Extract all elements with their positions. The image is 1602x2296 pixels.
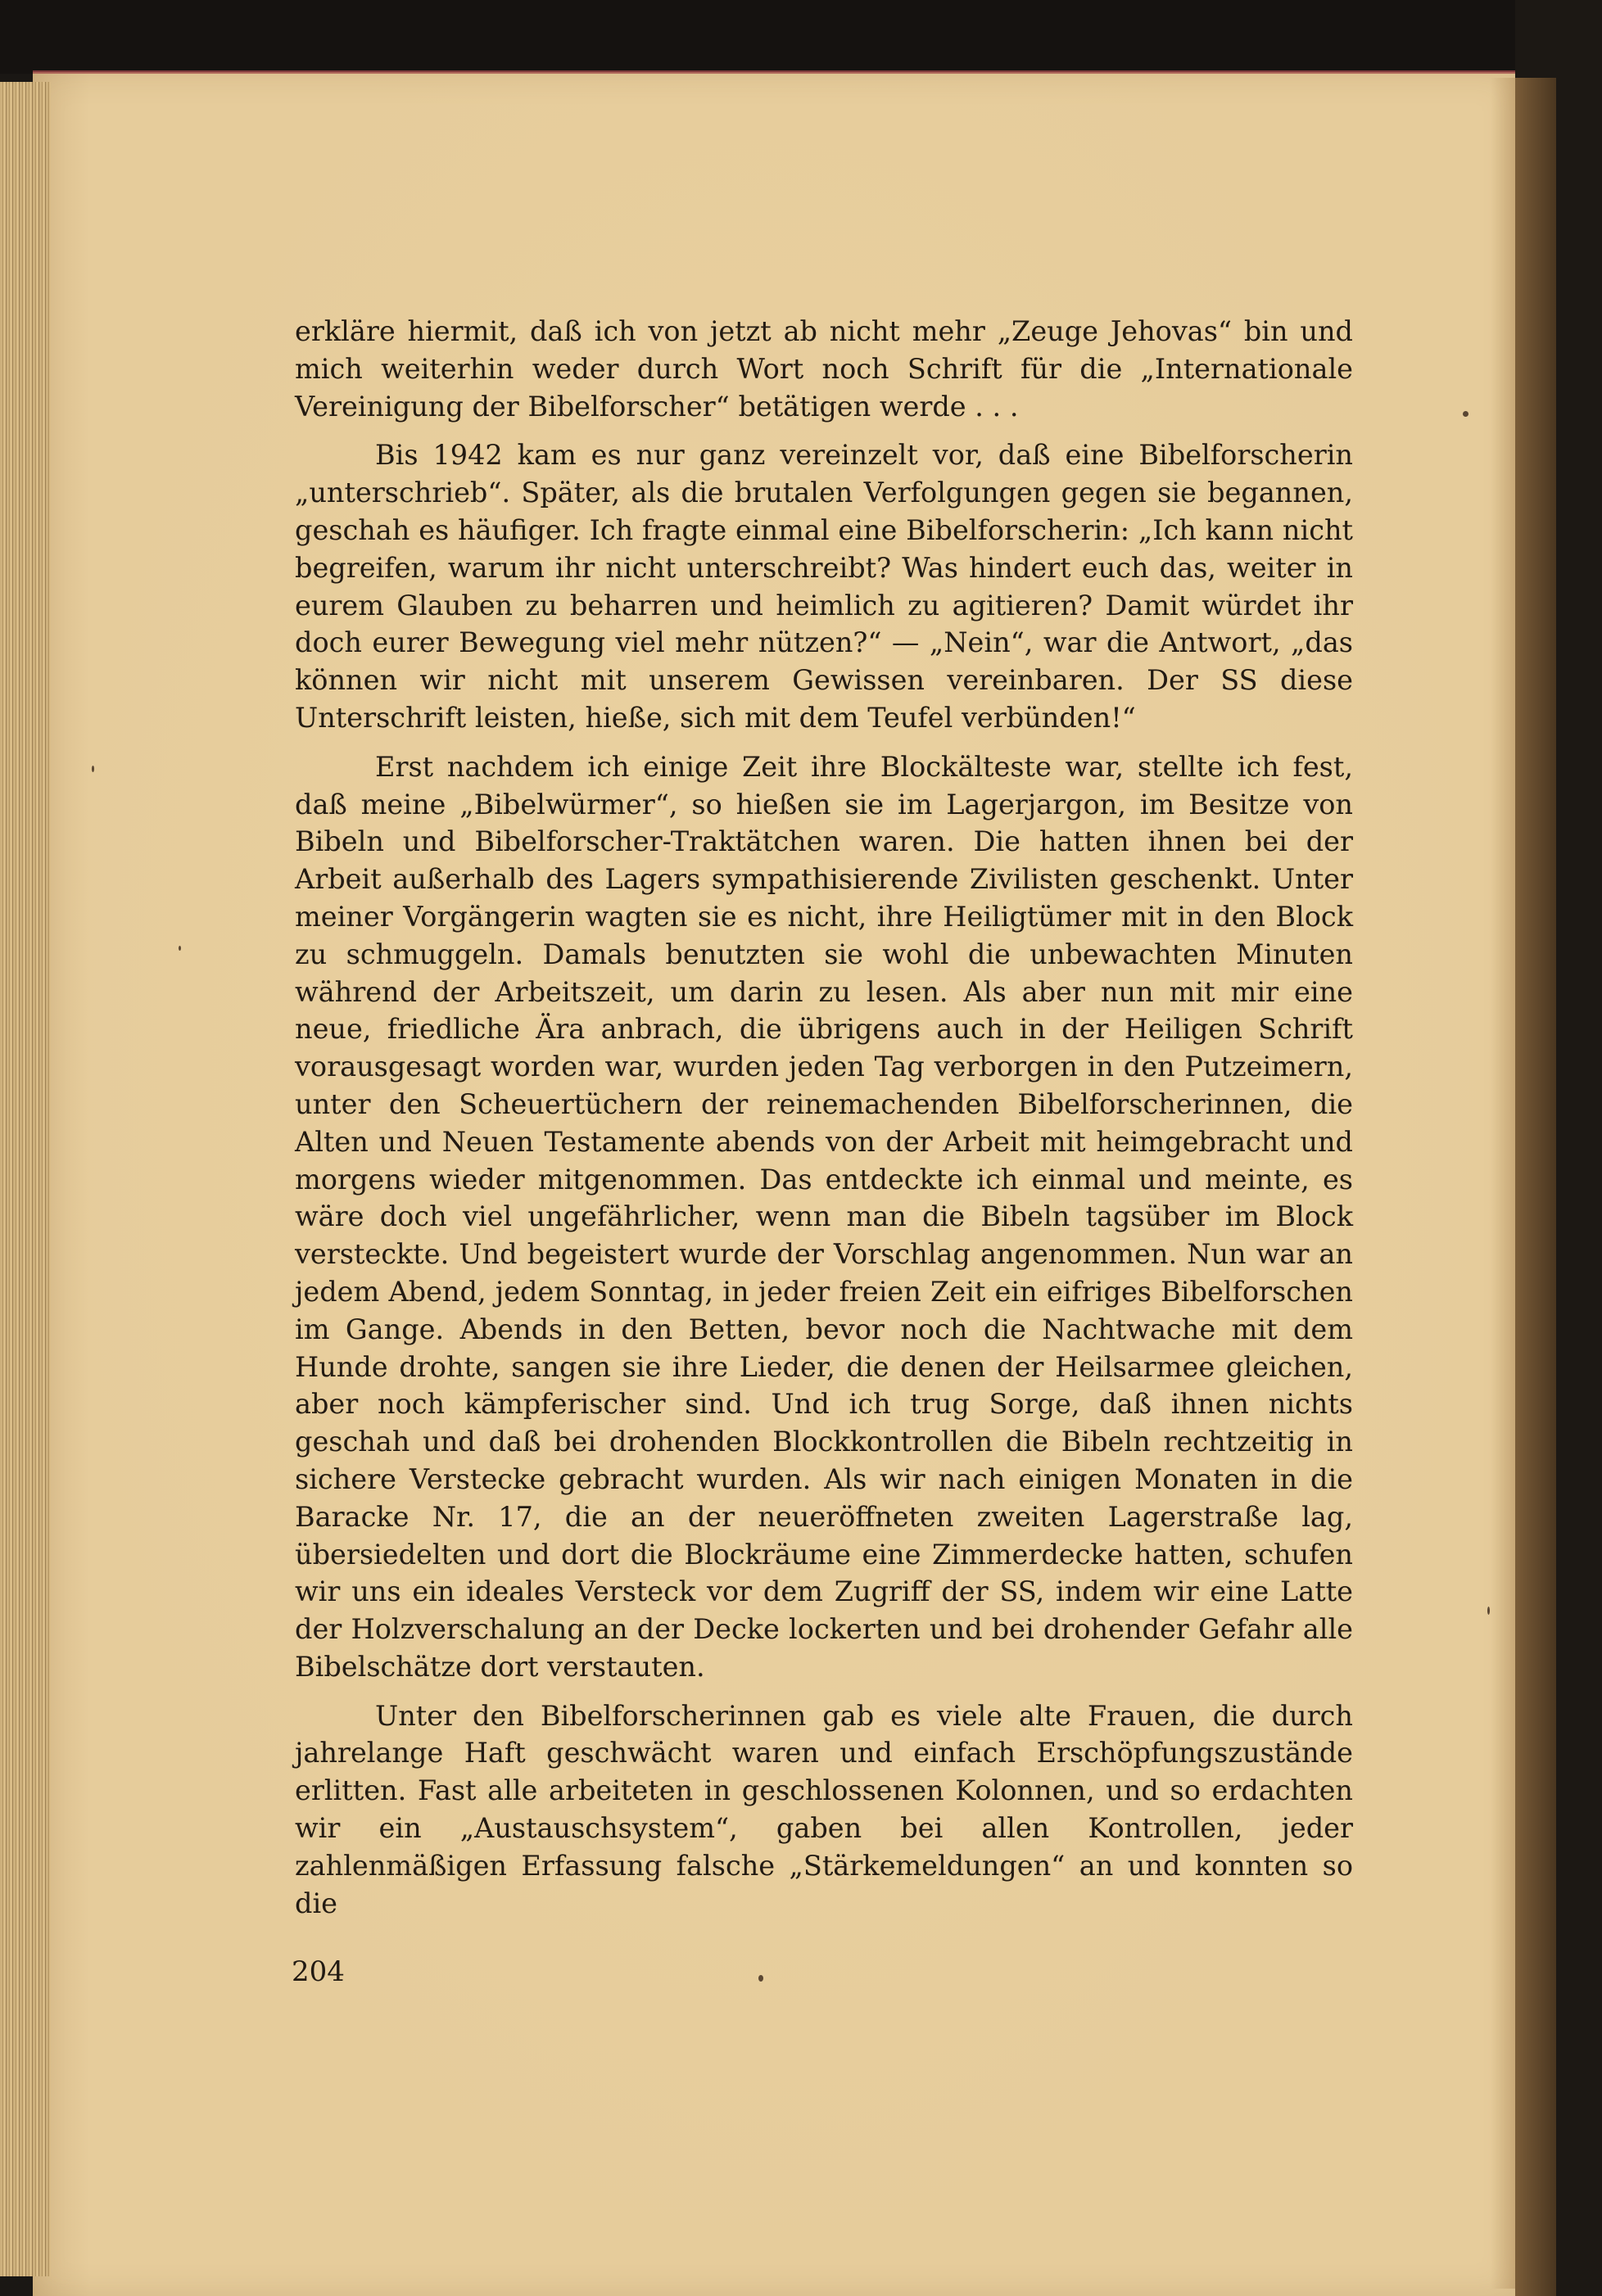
paper-speck [92, 766, 94, 772]
page-top-red-edge [33, 70, 1515, 74]
paper-speck [1463, 411, 1468, 417]
body-text [295, 313, 1353, 1922]
paragraph-2: Bis 1942 kam es nur ganz vereinzelt vor, daß eine Bibelforscherin „unterschrieb“. Später, als die brutalen Verfolgungen gegen sie begannen, geschah es häufiger. Ich fragte einmal eine Bibelforscherin: „Ich kann nicht begreifen, warum ihr nicht unterschreibt? Was hindert euch das, weiter in eurem Glauben zu beharren und heimlich zu agitieren? Damit würdet ihr doch eurer Bewegung viel mehr nützen?“ — „Nein“, war die Antwort, „das können wir nicht mit unserem Gewissen vereinbaren. Der SS diese Unterschrift leisten, hieße, sich mit dem Teufel verbünden!“ [295, 439, 1353, 734]
paragraph-4: Unter den Bibelforscherinnen gab es viele alte Frauen, die durch jahrelange Haft geschwächt waren und einfach Erschöpfungszustände erlitten. Fast alle arbeiteten in geschlossenen Kolonnen, und so erdachten wir ein „Austauschsystem“, gaben bei allen Kontrollen, jeder zahlenmäßigen Erfassung falsche „Stärkemeldungen“ an und konnten so die [295, 1699, 1353, 1919]
paragraph-3: Erst nachdem ich einige Zeit ihre Blockälteste war, stellte ich fest, daß meine „Bibelwürmer“, so hießen sie im Lagerjargon, im Besitze von Bibeln und Bibelforscher-Traktätchen waren. Die hatten ihnen bei der Arbeit außerhalb des Lagers sympathisierende Zivilisten geschenkt. Unter meiner Vorgängerin wagten sie es nicht, ihre Heiligtümer mit in den Block zu schmuggeln. Damals benutzten sie wohl die unbewachten Minuten während der Arbeitszeit, um darin zu lesen. Als aber nun mit mir eine neue, friedliche Ära anbrach, die übrigens auch in der Heiligen Schrift vorausgesagt worden war, wurden jeden Tag verborgen in den Putzeimern, unter den Scheuertüchern der reinemachenden Bibelforscherinnen, die Alten und Neuen Testamente abends von der Arbeit mit heimgebracht und morgens wieder mitgenommen. Das entdeckte ich einmal und meinte, es wäre doch viel ungefährlicher, wenn man die Bibeln tagsüber im Block versteckte. Und begeistert wurde der Vorschlag angenommen. Nun war an jedem Abend, jedem Sonntag, in jeder freien Zeit ein eifriges Bibelforschen im Gange. Abends in den Betten, bevor noch die Nachtwache mit dem Hunde drohte, sangen sie ihre Lieder, die denen der Heilsarmee gleichen, aber noch kämpferischer sind. Und ich trug Sorge, daß ihnen nichts geschah und daß bei drohenden Blockkontrollen die Bibeln rechtzeitig in sichere Verstecke gebracht wurden. Als wir nach einigen Monaten in die Baracke Nr. 17, die an der neueröffneten zweiten Lagerstraße lag, übersiedelten und dort die Blockräume eine Zimmerdecke hatten, schufen wir uns ein ideales Versteck vor dem Zugriff der SS, indem wir eine Latte der Holzverschalung an der Decke lockerten und bei drohender Gefahr alle Bibelschätze dort verstauten. [295, 750, 1353, 1683]
scanner-top-edge [0, 0, 1602, 74]
gutter-shadow [1491, 78, 1515, 2289]
page-stack-edges [0, 82, 51, 2276]
page-number: 204 [292, 1955, 345, 1988]
paragraph-1: erkläre hiermit, daß ich von jetzt ab nicht mehr „Zeuge Jehovas“ bin und mich weiterhin weder durch Wort noch Schrift für die „Internationale Vereinigung der Bibelforscher“ betätigen werde . . . [295, 315, 1353, 423]
paper-speck [179, 946, 181, 951]
book-right-edge [1515, 78, 1556, 2296]
paper-speck [758, 1975, 763, 1982]
paper-speck [1487, 1607, 1490, 1615]
